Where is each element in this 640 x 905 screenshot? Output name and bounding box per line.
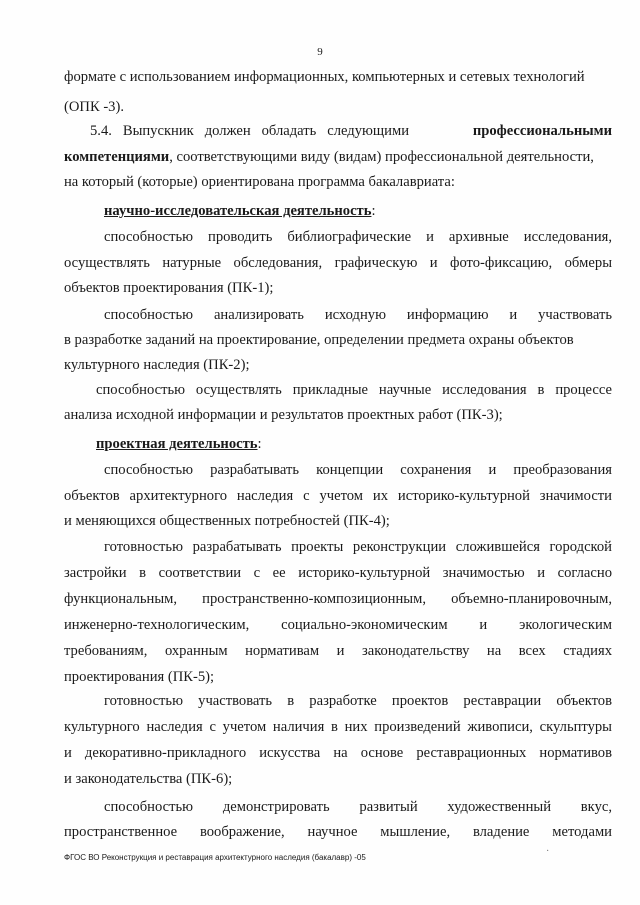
bold-term: профессиональными	[472, 123, 612, 139]
paragraph-5-4-line	[90, 122, 612, 140]
text-line: способностью проводить библиографические и архивные исследования,	[104, 229, 612, 245]
text-line: осуществлять натурные обследования, графическую и фото-фиксацию, обмеры	[64, 255, 612, 271]
text-line: культурного наследия (ПК-2);	[64, 357, 250, 373]
section-heading	[104, 202, 376, 220]
text-line: застройки в соответствии с ее историко-культурной значимостью и согласно	[64, 565, 612, 581]
text-line: требованиям, охранным нормативам и законодательству на всех стадиях	[64, 643, 612, 659]
text-line: инженерно-технологическим, социально-экономическим и экологическим	[64, 617, 612, 633]
heading-colon: :	[371, 203, 376, 219]
text-line: культурного наследия с учетом наличия в них произведений живописи, скульптуры	[64, 719, 612, 735]
section-heading	[96, 435, 262, 453]
text-line: и меняющихся общественных потребностей (ПК-4);	[64, 513, 390, 529]
page-number: 9	[317, 46, 323, 58]
text-line: на который (которые) ориентирована программа бакалавриата:	[64, 174, 455, 190]
text-segment: 5.4. Выпускник должен обладать следующими	[90, 123, 410, 139]
text-line: проектирования (ПК-5);	[64, 669, 215, 685]
text-segment: , соответствующими виду (видам) профессиональной деятельности,	[169, 149, 594, 165]
text-line: и законодательства (ПК-6);	[64, 771, 233, 787]
text-line: способностью разрабатывать концепции сохранения и преобразования	[104, 462, 612, 478]
heading-text: проектная деятельность	[96, 436, 258, 452]
text-line: способностью осуществлять прикладные научные исследования в процессе	[96, 382, 612, 398]
text-line: готовностью разрабатывать проекты реконструкции сложившейся городской	[104, 539, 612, 555]
heading-text: научно-исследовательская деятельность	[104, 203, 372, 219]
text-line: в разработке заданий на проектирование, определении предмета охраны объектов	[64, 332, 574, 348]
heading-colon: :	[257, 436, 262, 452]
text-line: способностью демонстрировать развитый художественный вкус,	[104, 799, 612, 815]
text-line: формате с использованием информационных, компьютерных и сетевых технологий	[64, 69, 585, 85]
text-line: пространственное воображение, научное мышление, владение методами	[64, 824, 612, 840]
text-line: анализа исходной информации и результатов проектных работ (ПК-3);	[64, 407, 503, 423]
bold-term: компетенциями	[64, 149, 170, 165]
text-line: готовностью участвовать в разработке проектов реставрации объектов	[104, 693, 612, 709]
text-line	[64, 148, 612, 166]
text-line: способностью анализировать исходную информацию и участвовать	[104, 307, 612, 323]
text-line: функциональным, пространственно-композиционным, объемно-планировочным,	[64, 591, 612, 607]
text-line: (ОПК -3).	[64, 99, 124, 115]
text-line: и декоративно-прикладного искусства на основе реставрационных нормативов	[64, 745, 612, 761]
scan-speck: ·	[546, 846, 550, 857]
text-line: объектов архитектурного наследия с учетом их историко-культурной значимости	[64, 488, 612, 504]
text-line: объектов проектирования (ПК-1);	[64, 280, 274, 296]
page-footer: ФГОС ВО Реконструкция и реставрация архитектурного наследия (бакалавр) -05	[64, 853, 366, 862]
